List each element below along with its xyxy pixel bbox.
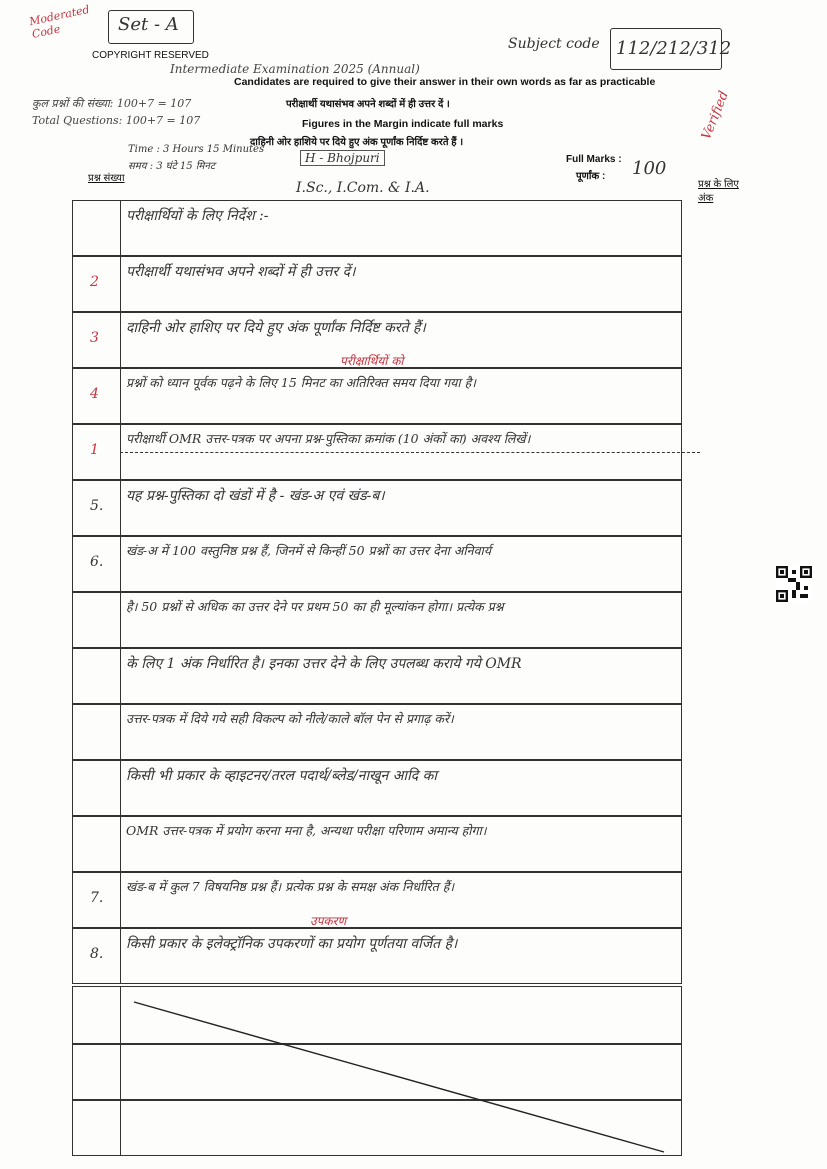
moderated-note: Moderated Code — [28, 2, 91, 41]
marks-column-header: प्रश्न के लिए अंक — [698, 179, 739, 204]
question-number: 3 — [90, 330, 99, 346]
full-marks-label-english: Full Marks : — [566, 154, 622, 165]
copyright-notice: COPYRIGHT RESERVED — [92, 50, 209, 61]
full-marks-label-hindi: पूर्णांक : — [576, 171, 606, 182]
question-column-header: प्रश्न संख्या — [88, 173, 125, 184]
instruction-text: किसी भी प्रकार के व्हाइटनर/तरल पदार्थ/ब्लेड/नाखून आदि का — [126, 768, 437, 784]
question-number: 6. — [90, 554, 104, 570]
instruction-text: परीक्षार्थी यथासंभव अपने शब्दों में ही उत्तर दें। — [126, 264, 356, 280]
instruction-text: परीक्षार्थियों के लिए निर्देश :- — [126, 208, 269, 224]
instruction-text: खंड-ब में कुल 7 विषयनिष्ठ प्रश्न हैं। प्रत्येक प्रश्न के समक्ष अंक निर्धारित हैं। — [126, 879, 455, 894]
margin-note-hindi: दाहिनी ओर हाशिये पर दिये हुए अंक पूर्णांक निर्दिष्ट करते हैं । — [250, 137, 464, 148]
question-number: 8. — [90, 946, 104, 962]
question-number: 1 — [90, 442, 99, 458]
exam-title: Intermediate Examination 2025 (Annual) — [170, 62, 420, 76]
question-number: 5. — [90, 498, 104, 514]
subject-code-label: Subject code — [508, 36, 600, 52]
margin-note-english: Figures in the Margin indicate full marks — [302, 118, 504, 130]
question-number: 2 — [90, 274, 99, 290]
time-hindi: समय : 3 घंटे 15 मिनट — [128, 161, 215, 172]
instruction-english: Candidates are required to give their answer in their own words as far as practicable — [234, 76, 656, 88]
total-questions-english: Total Questions: 100+7 = 107 — [32, 114, 201, 127]
instruction-text: यह प्रश्न-पुस्तिका दो खंडों में है - खंड-अ एवं खंड-ब। — [126, 488, 385, 504]
time-english: Time : 3 Hours 15 Minutes — [128, 144, 265, 155]
set-label: Set - A — [118, 14, 179, 35]
instruction-text: परीक्षार्थी OMR उत्तर-पत्रक पर अपना प्रश्न-पुस्तिका क्रमांक (10 अंकों का) अवश्य लिखें। — [126, 431, 531, 446]
instruction-text: किसी प्रकार के इलेक्ट्रॉनिक उपकरणों का प्रयोग पूर्णतया वर्जित है। — [126, 936, 458, 952]
instruction-text: प्रश्नों को ध्यान पूर्वक पढ़ने के लिए 15 मिनट का अतिरिक्त समय दिया गया है। — [126, 375, 476, 390]
question-number: 4 — [90, 386, 99, 402]
instruction-text: है। 50 प्रश्नों से अधिक का उत्तर देने पर प्रथम 50 का ही मूल्यांकन होगा। प्रत्येक प्रश्न — [126, 599, 504, 614]
streams: I.Sc., I.Com. & I.A. — [296, 180, 430, 196]
subject-name: H - Bhojpuri — [300, 150, 385, 166]
correction-insert: परीक्षार्थियों को — [340, 354, 404, 368]
instruction-text: खंड-अ में 100 वस्तुनिष्ठ प्रश्न हैं, जिनमें से किन्हीं 50 प्रश्नों का उत्तर देना अनिवार्य — [126, 543, 492, 558]
instruction-text: उत्तर-पत्रक में दिये गये सही विकल्प को नीले/काले बॉल पेन से प्रगाढ़ करें। — [126, 711, 454, 726]
full-marks-value: 100 — [632, 158, 667, 179]
instruction-text: के लिए 1 अंक निर्धारित है। इनका उत्तर देने के लिए उपलब्ध कराये गये OMR — [126, 656, 522, 672]
subject-code-value: 112/212/312 — [616, 38, 732, 59]
correction-insert: उपकरण — [310, 914, 347, 928]
question-number: 7. — [90, 890, 104, 906]
instruction-hindi: परीक्षार्थी यथासंभव अपने शब्दों में ही उत्तर दें । — [286, 99, 450, 110]
instruction-text: दाहिनी ओर हाशिए पर दिये हुए अंक पूर्णांक निर्दिष्ट करते हैं। — [126, 320, 426, 336]
verified-note: Verified — [698, 89, 732, 142]
total-questions-hindi: कुल प्रश्नों की संख्या: 100+7 = 107 — [32, 97, 192, 110]
instruction-text: OMR उत्तर-पत्रक में प्रयोग करना मना है, अन्यथा परीक्षा परिणाम अमान्य होगा। — [126, 823, 487, 838]
